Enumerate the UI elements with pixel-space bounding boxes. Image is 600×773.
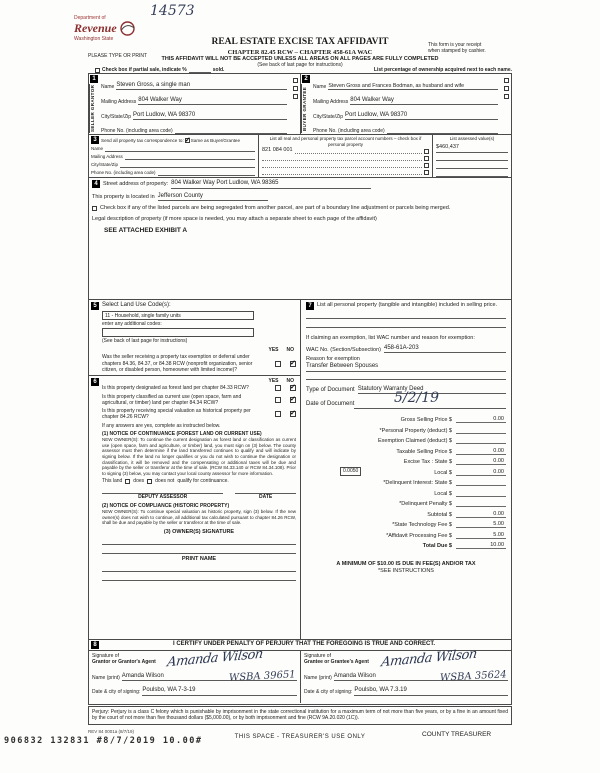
warning-line: THIS AFFIDAVIT WILL NOT BE ACCEPTED UNLESS ALL AREAS ON ALL PAGES ARE FULLY COMPLETED — [161, 56, 439, 62]
buyer-percent-boxes — [504, 78, 509, 99]
fee-value[interactable] — [456, 500, 506, 507]
seller-side-label: SELLER GRANTOR — [89, 84, 98, 133]
grantor-name-print-input[interactable]: Amanda Wilson — [122, 673, 297, 682]
grantor-handwritten-note: WSBA 39651 — [229, 669, 297, 684]
check-icon: ✓ — [290, 359, 296, 367]
receipt-note-line1: This form is your receipt — [428, 42, 482, 48]
legal-description-value[interactable]: SEE ATTACHED EXHIBIT A — [104, 226, 188, 234]
fee-label: Local $ — [434, 490, 452, 497]
assessed-value[interactable]: $460,437 — [436, 144, 508, 153]
property-description-section — [88, 177, 512, 300]
same-as-buyer-checkbox[interactable] — [185, 138, 190, 143]
see-back-note-5: (See back of last page for instructions) — [102, 337, 188, 344]
partial-sale-label: Check box if partial sale, indicate % — [102, 67, 187, 73]
ownership-percent-box[interactable] — [504, 94, 509, 99]
land-use-label: Select Land Use Code(s): — [102, 302, 171, 308]
fee-value[interactable]: 5.00 — [456, 521, 506, 528]
reason-label: Reason for exemption — [306, 356, 360, 363]
seller-address-label: Mailing Address — [101, 98, 137, 105]
fee-label: Gross Selling Price $ — [400, 417, 452, 424]
send-correspondence-label: Send all property tax correspondence to: — [101, 137, 184, 143]
check-icon: ✓ — [290, 395, 296, 403]
buyer-name-input[interactable]: Steven Gross and Frances Bodman, as husband and wife — [328, 83, 498, 90]
grantee-signature-block — [301, 646, 511, 703]
corr-name-input[interactable] — [105, 146, 255, 152]
parcel-header: List all real and personal property tax parcel account numbers – check box if personal property — [269, 136, 422, 147]
owner-signature-line[interactable] — [102, 536, 296, 545]
forest-yes-checkbox[interactable] — [275, 385, 281, 391]
fee-label: *Personal Property (deduct) $ — [379, 427, 452, 434]
current-use-question: Is this property classified as current use (open space, farm and agricultural, or timber) land per chapter 84.34 RCW? — [102, 393, 242, 406]
qualify-prefix: This land — [102, 478, 123, 485]
historic-yes-checkbox[interactable] — [275, 411, 281, 417]
check-icon: ✓ — [290, 410, 296, 418]
seller-percent-boxes — [293, 78, 298, 99]
corr-address-input[interactable] — [125, 154, 255, 160]
fee-value-total[interactable]: 10.00 — [456, 542, 506, 549]
check-icon: ✓ — [184, 136, 191, 144]
street-address-label: Street address of property: — [103, 180, 169, 187]
grantee-date-city-label: Date & city of signing: — [304, 689, 353, 696]
please-type-note: PLEASE TYPE OR PRINT — [88, 53, 148, 59]
seller-phone-label: Phone No. (including area code) — [101, 127, 173, 134]
owner-signature-line[interactable] — [102, 545, 296, 554]
section-7-badge: 7 — [306, 302, 314, 310]
form-chapters: CHAPTER 82.45 RCW – CHAPTER 458-61A WAC — [227, 48, 373, 56]
notice-compliance-title: (2) NOTICE OF COMPLIANCE (HISTORIC PROPERTY) — [102, 502, 230, 509]
corr-address-label: Mailing Address — [91, 154, 123, 160]
parcel-input[interactable] — [262, 174, 422, 175]
local-rate-box: 0.0050 — [340, 467, 361, 476]
section-6-badge: 6 — [91, 378, 99, 386]
form-reference: REV 84 0001a (8/7/19) — [88, 729, 135, 734]
grantee-sig-label-1: Signature of — [304, 653, 331, 659]
ownership-percent-box[interactable] — [504, 78, 509, 83]
section-8-badge: 8 — [91, 641, 99, 649]
ownership-percent-box[interactable] — [293, 94, 298, 99]
signature-section — [88, 639, 512, 705]
check-icon: ✓ — [290, 384, 296, 392]
wac-label: WAC No. (Section/Subsection) — [306, 346, 381, 353]
corr-name-label: Name — [91, 146, 104, 152]
fee-value[interactable] — [456, 490, 506, 497]
fee-label: Subtotal $ — [427, 511, 452, 518]
logo-state-line: Washington State — [74, 36, 114, 43]
seller-name-label: Name — [101, 83, 115, 90]
logo-dept-line: Department of — [74, 15, 106, 21]
notice-compliance-body: NEW OWNER(S): To continue special valuation as historic property, sign (3) below. If the new owner(s) does not wish to continue, all additional tax calculated pursuant to chapter 84.26 RCW, shall be due and payable by the seller or transferor at the time of sale. — [102, 509, 296, 526]
correspondence-column — [89, 135, 259, 177]
parcel-number-value[interactable]: 821 084 001 — [262, 147, 293, 154]
buyer-phone-label: Phone No. (including area code) — [313, 127, 385, 134]
assessed-value-input[interactable] — [436, 169, 508, 177]
buyer-address-input[interactable]: 804 Walker Way — [350, 97, 498, 106]
fee-label: *State Technology Fee $ — [392, 522, 452, 529]
fee-label: Taxable Selling Price $ — [396, 448, 452, 455]
logo-name: Revenue — [74, 21, 117, 36]
deferral-question: Was the seller receiving a property tax exemption or deferral under chapters 84.36, 84.37, or 84.38 RCW (nonprofit organization, senior citizen, or disabled person, homeowner with limited income)? — [102, 354, 253, 373]
grantor-signature-block — [89, 646, 301, 703]
reason-input[interactable]: Transfer Between Spouses — [306, 363, 506, 372]
fee-label: Exemption Claimed (deduct) $ — [378, 438, 452, 445]
owners-signature-title: (3) OWNER(S) SIGNATURE — [163, 529, 235, 535]
buyer-citystatezip-label: City/State/Zip — [313, 113, 344, 120]
fee-label: Local $ — [434, 469, 452, 476]
left-column — [89, 300, 301, 639]
personal-property-checkbox[interactable] — [424, 170, 429, 175]
fee-label: *Delinquent Interest: State $ — [383, 480, 452, 487]
see-instructions-note: *SEE INSTRUCTIONS — [378, 568, 434, 575]
machine-receipt-print: 906832 132831 #8/7/2019 10.00# — [4, 736, 203, 746]
receipt-note-line2: when stamped by cashier. — [428, 48, 486, 55]
owner-print-name-line[interactable] — [102, 563, 296, 572]
additional-codes-input[interactable] — [102, 328, 254, 337]
legal-description-label: Legal description of property (if more space is needed, you may attach a separate sheet to each page of the affidavit) — [92, 215, 377, 222]
current-use-yes-checkbox[interactable] — [275, 397, 281, 403]
buyer-name-label: Name — [313, 83, 327, 90]
corr-citystatezip-label: City/State/Zip — [91, 162, 119, 168]
deferral-no-checkbox[interactable] — [290, 361, 296, 367]
no-header: NO — [286, 378, 294, 384]
corr-citystatezip-input[interactable] — [120, 162, 255, 168]
title-block — [160, 37, 440, 57]
dor-logo-mark-icon — [119, 20, 136, 37]
date-label: DATE — [259, 493, 273, 500]
section-1-badge: 1 — [90, 75, 98, 83]
segregated-label: Check box if any of the listed parcels are being segregated from another parcel, are part of a boundary line adjustment or parcels being merged. — [100, 205, 451, 211]
section-3-badge: 3 — [91, 136, 99, 144]
parcel-input[interactable] — [262, 167, 422, 168]
additional-codes-label: enter any additional codes: — [102, 320, 162, 327]
notice-continuance-body: NEW OWNER(S): To continue the current designation as forest land or classification as current use (open space, farm and agriculture, or timber) land, you must sign on (3) below. The county assessor must then determine if the land transferred continues to qualify and will indicate by signing below. If the land no longer qualifies or you do not wish to continue the designation or classification, it will be removed and the compensating or additional taxes will be due and payable by the seller or transferor at the time of sale. (RCW 84.33.140 or RCW 84.34.108). Prior to signing (3) below, you may contact your local county assessor for more information. — [102, 437, 296, 476]
segregated-checkbox[interactable] — [92, 206, 97, 211]
current-use-no-checkbox[interactable] — [290, 397, 296, 403]
yes-header: YES — [268, 378, 279, 384]
historic-question: Is this property receiving special valuation as historical property per chapter 84.26 RCW? — [102, 408, 251, 421]
parcel-column — [259, 135, 433, 177]
forest-no-checkbox[interactable] — [290, 385, 296, 391]
handwritten-doc-date: 5/2/19 — [394, 390, 440, 407]
ownership-percent-box[interactable] — [293, 86, 298, 91]
grantee-sig-label-2: Grantee or Grantee's Agent — [304, 659, 369, 666]
tax-computation-section — [301, 300, 511, 639]
fee-value[interactable] — [456, 437, 506, 444]
no-header: NO — [286, 347, 294, 353]
assessed-value-column — [433, 135, 511, 177]
buyer-fields — [313, 75, 498, 133]
fee-value[interactable]: 0.00 — [456, 448, 506, 455]
section-2-badge: 2 — [302, 75, 310, 83]
corr-phone-input[interactable] — [158, 170, 255, 176]
grantor-sig-label-2: Grantor or Grantor's Agent — [92, 659, 156, 666]
personal-property-checkbox[interactable] — [424, 149, 429, 154]
does-not-qualify-checkbox[interactable] — [147, 479, 152, 484]
deferral-yes-checkbox[interactable] — [275, 361, 281, 367]
fee-label: *Affidavit Processing Fee $ — [386, 532, 452, 539]
doc-date-label: Date of Document — [306, 401, 355, 408]
exemption-label: If claiming an exemption, list WAC number and reason for exemption: — [306, 335, 475, 341]
fee-table — [306, 413, 506, 550]
forest-land-question: Is this property designated as forest land per chapter 84.33 RCW? — [102, 385, 249, 392]
fee-value[interactable]: 0.00 — [456, 416, 506, 423]
qualify-suffix: qualify for continuance. — [177, 478, 229, 485]
certify-statement: I CERTIFY UNDER PENALTY OF PERJURY THAT THE FOREGOING IS TRUE AND CORRECT. — [172, 641, 436, 648]
buyer-address-label: Mailing Address — [313, 98, 349, 105]
fee-value[interactable]: 5.00 — [456, 532, 506, 539]
treasurer-space-label: THIS SPACE - TREASURER'S USE ONLY — [234, 734, 366, 740]
fee-value[interactable]: 0.00 — [456, 458, 506, 465]
personal-property-input[interactable] — [306, 319, 506, 328]
grantor-date-city-input[interactable]: Poulsbo, WA 7-3-19 — [142, 687, 297, 696]
land-use-code-input[interactable]: 11 - Household, single family units — [102, 311, 254, 320]
fee-label: *Delinquent Penalty $ — [399, 501, 452, 508]
located-in-input[interactable]: Jefferson County — [158, 193, 268, 202]
if-yes-note: If any answers are yes, complete as instructed below. — [102, 422, 221, 429]
grantee-handwritten-note: WSBA 35624 — [440, 669, 508, 684]
street-address-input[interactable]: 804 Walker Way Port Ludlow, WA 98365 — [171, 180, 371, 189]
land-use-section — [89, 300, 300, 375]
handwritten-receipt-number: 14573 — [150, 3, 195, 19]
fee-value[interactable]: 0.00 — [456, 469, 506, 476]
seller-name-input[interactable]: Steven Gross, a single man — [116, 82, 287, 91]
section-5-badge: 5 — [91, 302, 99, 310]
middle-sections — [88, 299, 512, 640]
grantee-signature[interactable]: Amanda Wilson — [380, 646, 478, 671]
see-back-note: (See back of last page for instructions) — [257, 62, 343, 68]
reason-input-extra-line[interactable] — [306, 372, 506, 380]
parcel-input[interactable] — [262, 160, 422, 161]
tax-correspondence-section — [88, 134, 512, 178]
buyer-side-label: BUYER GRANTEE — [301, 84, 310, 133]
grantee-date-city-input[interactable]: Poulsbo, WA 7.3.19 — [354, 687, 508, 696]
grantor-sig-label-1: Signature of — [92, 653, 119, 659]
qualify-does-not-label: does not — [155, 478, 175, 485]
same-as-buyer-label: Same as Buyer/Grantee — [190, 137, 241, 143]
partial-sale-checkbox[interactable] — [95, 68, 100, 73]
minimum-due-note: A MINIMUM OF $10.00 IS DUE IN FEE(S) AND/OR TAX — [336, 561, 476, 568]
corr-phone-label: Phone No. (including area code) — [91, 170, 156, 176]
print-name-title: PRINT NAME — [181, 555, 217, 562]
grantor-name-print-label: Name (print) — [92, 674, 120, 681]
assessed-value-input[interactable] — [436, 153, 508, 161]
seller-citystatezip-label: City/State/Zip — [101, 113, 132, 120]
fee-value[interactable]: 0.00 — [456, 511, 506, 518]
grantee-name-print-label: Name (print) — [304, 674, 332, 681]
seller-citystatezip-input[interactable]: Port Ludlow, WA 98370 — [133, 112, 287, 121]
assessed-header: List assessed value(s) — [449, 136, 495, 141]
owner-print-name-line[interactable] — [102, 572, 296, 581]
section-4-badge: 4 — [92, 180, 100, 188]
qualify-does-label: does — [133, 478, 145, 485]
fee-value[interactable] — [456, 427, 506, 434]
seller-address-input[interactable]: 804 Walker Way — [138, 97, 287, 106]
historic-no-checkbox[interactable] — [290, 411, 296, 417]
notice-continuance-title: (1) NOTICE OF CONTINUANCE (FOREST LAND OR CURRENT USE) — [102, 430, 262, 437]
assessed-value-input[interactable] — [436, 161, 508, 169]
yes-header: YES — [268, 347, 279, 353]
buyer-citystatezip-input[interactable]: Port Ludlow, WA 98370 — [345, 112, 498, 121]
fee-value[interactable] — [456, 479, 506, 486]
seller-section — [88, 73, 301, 135]
personal-property-input[interactable] — [306, 310, 506, 319]
perjury-statement: Perjury: Perjury is a class C felony which is punishable by imprisonment in the state correctional institution for a maximum term of not more than five years, or by a fine in an amount fixed by the court of not more than five thousand dollars ($5,000.00), or by both imprisonment and fine (RCW 9A.20.020 (1C)). — [88, 706, 512, 725]
fee-label-total: Total Due $ — [422, 543, 452, 550]
receipt-note — [428, 42, 518, 55]
personal-property-label: List all personal property (tangible and intangible) included in selling price. — [317, 302, 498, 308]
form-title: REAL ESTATE EXCISE TAX AFFIDAVIT — [211, 37, 389, 47]
personal-property-checkbox[interactable] — [424, 156, 429, 161]
partial-sale-suffix: sold. — [212, 67, 225, 73]
buyer-section — [300, 73, 512, 135]
deputy-assessor-label: DEPUTY ASSESSOR — [138, 493, 188, 500]
classification-section — [89, 375, 300, 583]
grantee-name-print-input[interactable]: Amanda Wilson — [334, 673, 508, 682]
doc-type-label: Type of Document — [306, 386, 355, 393]
doc-type-input[interactable]: Statutory Warranty Deed — [358, 386, 506, 395]
grantor-date-city-label: Date & city of signing: — [92, 689, 141, 696]
seller-fields — [101, 75, 287, 133]
ownership-percent-box[interactable] — [504, 86, 509, 91]
ownership-percent-box[interactable] — [293, 78, 298, 83]
county-treasurer-label: COUNTY TREASURER — [422, 731, 492, 738]
fee-label: Excise Tax : State $ — [403, 459, 452, 466]
grantor-signature[interactable]: Amanda Wilson — [166, 646, 264, 671]
ownership-note: List percentage of ownership acquired next to each name. — [373, 67, 512, 73]
does-qualify-checkbox[interactable] — [125, 479, 130, 484]
wac-input[interactable]: 458-61A-203 — [384, 345, 506, 354]
located-in-label: This property is located in — [92, 194, 155, 201]
personal-property-checkbox[interactable] — [424, 163, 429, 168]
